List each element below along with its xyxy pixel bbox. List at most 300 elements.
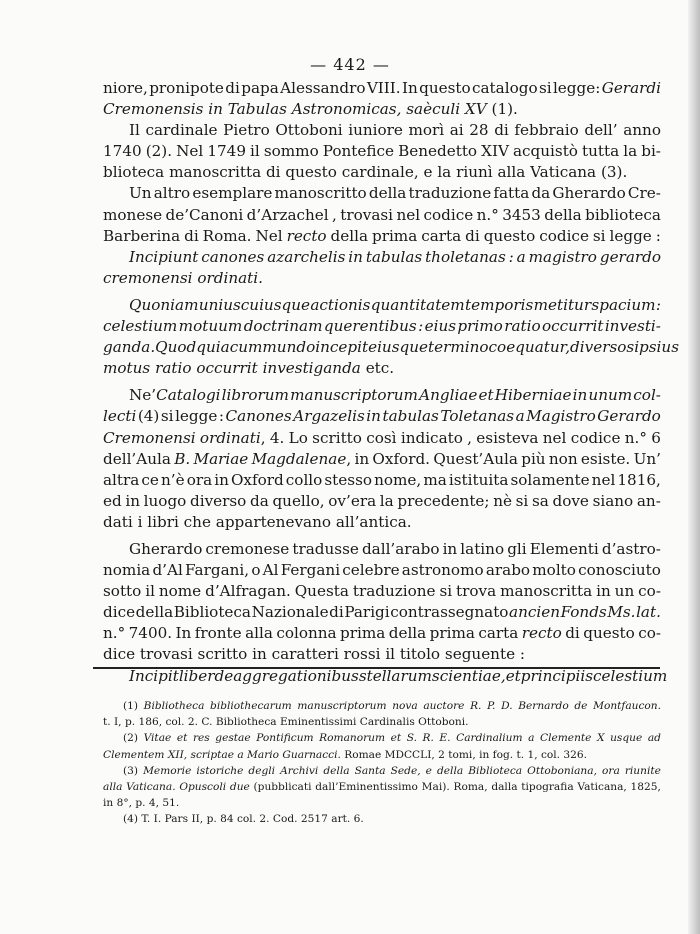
word: dall’Eminentissimo xyxy=(315,780,418,793)
word: anno xyxy=(623,121,661,140)
word: 6 xyxy=(651,428,661,447)
text-line xyxy=(103,183,661,204)
word: Benedetto xyxy=(398,142,478,161)
word: cardinale, xyxy=(341,163,419,182)
word: e xyxy=(425,764,432,777)
word: Roma, xyxy=(453,780,488,793)
word: Biblioteca xyxy=(173,603,251,622)
word: recto xyxy=(521,624,562,643)
word: si xyxy=(538,79,552,97)
word: indicato xyxy=(400,428,463,447)
word: (1). xyxy=(491,100,518,119)
word: libri xyxy=(147,512,179,531)
word: nomia xyxy=(103,561,151,580)
word: n’è xyxy=(161,470,185,489)
word: istoriche xyxy=(196,764,244,777)
word: nome, xyxy=(374,470,422,489)
text-line xyxy=(103,428,661,449)
word: ordinati. xyxy=(197,268,263,287)
word: p. xyxy=(206,813,217,826)
word: occurrit xyxy=(542,317,604,336)
word: Nel xyxy=(255,226,283,245)
word: I. xyxy=(153,813,162,826)
word: istituita xyxy=(448,470,509,489)
word: Mariae xyxy=(193,449,249,468)
word: gestae xyxy=(215,732,251,745)
word: codice xyxy=(539,226,589,245)
text-line xyxy=(103,226,661,247)
word: dalla xyxy=(491,780,518,793)
word: seguente xyxy=(444,645,516,664)
word: traduzione xyxy=(352,582,436,601)
word: esiste. xyxy=(580,449,631,468)
word: magistro xyxy=(528,247,597,266)
word: auctore xyxy=(423,700,465,712)
word: catalogo xyxy=(472,79,538,97)
word: Tabulas xyxy=(227,100,287,119)
word: ganda. xyxy=(103,338,156,357)
word: (3). xyxy=(600,163,628,182)
word: Opuscoli xyxy=(179,780,227,793)
word: diversos xyxy=(570,338,635,357)
word: art. xyxy=(331,813,351,826)
word: de xyxy=(574,700,588,712)
word: n.° xyxy=(103,624,126,643)
word: VIII. xyxy=(366,79,401,97)
word: nel xyxy=(591,470,616,489)
word: legge xyxy=(609,226,652,245)
word: : xyxy=(418,317,424,336)
word: a xyxy=(528,732,535,745)
word: etc. xyxy=(365,359,395,378)
word: , xyxy=(467,428,472,447)
word: eiusque xyxy=(368,338,428,357)
word: quantitatem xyxy=(370,295,465,314)
word: lat. xyxy=(636,603,661,622)
word: di xyxy=(565,624,580,643)
word: Quest’Aula xyxy=(433,449,518,468)
word: di xyxy=(329,603,344,622)
word: Parigi xyxy=(344,603,390,622)
word: : xyxy=(655,295,661,314)
word: nel xyxy=(542,428,567,447)
text-line xyxy=(103,602,661,623)
word: i xyxy=(137,512,143,531)
word: occurrit xyxy=(196,359,258,378)
word: (pubblicati xyxy=(253,780,312,793)
word: lecti xyxy=(103,407,137,426)
word: Cardinalium xyxy=(456,732,523,745)
word: azarchelis xyxy=(267,247,346,266)
word: legge: xyxy=(552,79,601,97)
word: 2517 xyxy=(300,813,328,826)
word: fog. xyxy=(492,748,514,761)
word: Vitae xyxy=(143,732,172,745)
word: fronte xyxy=(194,624,242,643)
word: usque xyxy=(610,732,643,745)
word: Il xyxy=(129,121,140,140)
word: riunì xyxy=(456,163,493,182)
word: Ottoboniana, xyxy=(527,764,597,777)
word: a xyxy=(516,247,526,266)
word: si xyxy=(160,407,174,426)
word: Quoniam xyxy=(129,295,199,314)
word: P. xyxy=(487,700,496,712)
word: blioteca xyxy=(103,163,165,182)
word: nè xyxy=(493,491,512,510)
word: Bibliotheca xyxy=(215,716,277,729)
word: Montfaucon. xyxy=(593,700,661,712)
word: Cod. xyxy=(272,813,298,826)
word: trovasi xyxy=(139,645,193,664)
word: della xyxy=(323,764,350,777)
word: In xyxy=(401,79,418,97)
word: a xyxy=(515,407,525,426)
word: ratio xyxy=(155,359,192,378)
text-line xyxy=(103,337,679,358)
word: Pontificum xyxy=(256,732,314,745)
word: riunite xyxy=(624,764,661,777)
word: C. xyxy=(201,716,213,729)
word: solamente xyxy=(510,470,590,489)
word: tholetanas xyxy=(425,247,506,266)
word: uniuscuiusque xyxy=(198,295,311,314)
word: carta xyxy=(478,624,519,643)
word: d’Al xyxy=(152,561,183,580)
word: Archivi xyxy=(280,764,319,777)
word: sotto xyxy=(103,582,142,601)
main-text xyxy=(103,78,679,687)
word: Pars xyxy=(164,813,189,826)
word: querentibus xyxy=(323,317,417,336)
word: rossi xyxy=(343,645,381,664)
word: Santa xyxy=(354,764,386,777)
word: Ottoboni. xyxy=(418,716,469,729)
word: il xyxy=(385,645,396,664)
word: 7400. xyxy=(128,624,173,643)
word: altro xyxy=(153,184,191,203)
word: Lo xyxy=(288,428,308,447)
text-line xyxy=(103,623,661,644)
word: prima xyxy=(429,624,475,643)
word: Quod xyxy=(155,338,197,357)
word: D. xyxy=(501,700,513,712)
word: ai xyxy=(449,121,464,140)
word: motus xyxy=(103,359,151,378)
word: caratteri xyxy=(271,645,339,664)
word: XII, xyxy=(167,748,188,761)
word: col. xyxy=(165,716,185,729)
word: termino xyxy=(428,338,489,357)
word: ipsius xyxy=(634,338,679,357)
word: gerardo xyxy=(599,247,661,266)
word: bi- xyxy=(641,142,661,161)
word: Cre- xyxy=(627,184,661,203)
word: in xyxy=(366,407,381,426)
word: d’Alfragan. xyxy=(205,582,291,601)
word: due xyxy=(229,780,250,793)
word: canones xyxy=(201,247,265,266)
word: cremonensi xyxy=(103,268,193,287)
word: e xyxy=(423,163,433,182)
word: n.° xyxy=(476,205,499,224)
word: tabulas xyxy=(365,247,423,266)
word: 2 xyxy=(438,748,445,761)
word: nome xyxy=(158,582,202,601)
word: (4) xyxy=(123,813,139,826)
word: 186, xyxy=(138,716,163,729)
word: cardinale xyxy=(145,121,218,140)
word: così xyxy=(366,428,397,447)
word: nova xyxy=(392,700,418,712)
word: alla xyxy=(103,780,123,793)
word: doctrinam xyxy=(243,317,323,336)
word: alla xyxy=(497,163,526,182)
text-line xyxy=(103,205,661,226)
word: a xyxy=(237,748,244,761)
word: tabulas xyxy=(382,407,439,426)
word: 1, xyxy=(527,748,538,761)
text-line xyxy=(103,268,661,289)
word: Fonds xyxy=(560,603,607,622)
word: Mai). xyxy=(421,780,450,793)
word: dati xyxy=(103,512,133,531)
word: stesso xyxy=(324,470,373,489)
word: cum xyxy=(229,338,263,357)
text-line xyxy=(103,406,661,427)
word: in xyxy=(125,491,141,510)
word: scriptae xyxy=(190,748,234,761)
word: Memorie xyxy=(143,764,192,777)
word: t. xyxy=(103,716,111,729)
word: la xyxy=(437,163,452,182)
word: (3) xyxy=(123,764,139,777)
word: Barberina xyxy=(103,226,181,245)
word: Incipiunt xyxy=(129,247,199,266)
word: temporis xyxy=(465,295,534,314)
word: colonna xyxy=(276,624,337,643)
page-edge-shadow xyxy=(688,0,700,934)
word: an- xyxy=(636,491,661,510)
word: altra xyxy=(103,470,140,489)
word: spacium xyxy=(591,295,656,314)
word: et xyxy=(390,732,402,745)
word: si xyxy=(592,226,606,245)
word: manoscritta xyxy=(169,163,262,182)
word: B. xyxy=(174,449,191,468)
word: col. xyxy=(540,748,561,761)
word: MDCCLI, xyxy=(384,748,435,761)
word: investiganda xyxy=(262,359,361,378)
word: in xyxy=(479,748,490,761)
word: Romae xyxy=(344,748,382,761)
text-line xyxy=(103,491,661,512)
word: manoscritta xyxy=(500,582,593,601)
word: tomi, xyxy=(448,748,476,761)
word: Magistro xyxy=(526,407,596,426)
word: : xyxy=(218,407,225,426)
word: ov’era xyxy=(328,491,377,510)
word: bibliothecarum xyxy=(210,700,292,712)
word: manuscriptorum xyxy=(290,386,418,405)
word: della xyxy=(544,205,582,224)
word: 51. xyxy=(162,797,180,810)
word: dice xyxy=(103,603,136,622)
word: unum xyxy=(588,386,633,405)
word: Angliae xyxy=(419,386,478,405)
word: della xyxy=(330,226,369,245)
word: Mario xyxy=(247,748,280,761)
word: manuscriptorum xyxy=(297,700,387,712)
word: in xyxy=(348,247,363,266)
footnote-line xyxy=(103,698,661,714)
word: 1825, xyxy=(630,780,661,793)
word: XIV xyxy=(481,142,509,161)
word: Vaticana, xyxy=(577,780,627,793)
word: scritto xyxy=(197,645,248,664)
word: astronomo xyxy=(401,561,484,580)
word: X xyxy=(597,732,605,745)
word: Un’ xyxy=(633,449,661,468)
word: Fergani xyxy=(280,561,341,580)
text-line xyxy=(103,358,661,379)
word: nel xyxy=(396,205,421,224)
word: (4) xyxy=(137,407,160,426)
word: 1816, xyxy=(617,470,661,489)
word: celestium xyxy=(103,317,178,336)
word: Guarnacci. xyxy=(282,748,341,761)
word: all’antica. xyxy=(335,512,412,531)
footnote-line xyxy=(103,779,661,795)
word: 326. xyxy=(563,748,588,761)
word: investi- xyxy=(604,317,661,336)
word: E. xyxy=(439,732,451,745)
word: recto xyxy=(286,226,327,245)
word: in xyxy=(442,539,458,558)
word: Oxford. xyxy=(372,449,431,468)
word: Cremonensi xyxy=(103,428,196,447)
word: quello, xyxy=(272,491,325,510)
word: Bibliotheca xyxy=(143,700,205,712)
text-line xyxy=(103,539,661,560)
word: papa xyxy=(241,79,279,97)
word: et xyxy=(505,666,521,685)
word: prima xyxy=(371,226,418,245)
word: Ottoboni xyxy=(275,121,343,140)
word: di xyxy=(494,121,509,140)
word: coequatur, xyxy=(488,338,571,357)
word: la xyxy=(379,491,394,510)
word: ora xyxy=(602,764,620,777)
word: in xyxy=(252,645,267,664)
word: In xyxy=(175,624,192,643)
word: sommo xyxy=(263,142,319,161)
text-line xyxy=(103,316,661,337)
word: , xyxy=(332,205,337,224)
word: della xyxy=(388,624,427,643)
word: Argazelis xyxy=(293,407,365,426)
text-line xyxy=(103,99,661,120)
word: d’Arzachel xyxy=(246,205,329,224)
word: della xyxy=(368,184,407,203)
word: : xyxy=(655,226,661,245)
word: motuum xyxy=(178,317,243,336)
word: precedente; xyxy=(397,491,490,510)
word: trova xyxy=(456,582,497,601)
word: da xyxy=(531,184,551,203)
word: tutta xyxy=(582,142,620,161)
word: 28 xyxy=(469,121,489,140)
word: ed xyxy=(103,491,122,510)
text-line xyxy=(103,512,661,533)
word: fatta xyxy=(493,184,530,203)
word: appartenevano xyxy=(215,512,331,531)
word: diverso xyxy=(189,491,247,510)
page-number: — 442 — xyxy=(310,55,390,74)
text-line xyxy=(103,141,661,162)
word: 84 xyxy=(220,813,234,826)
word: p. xyxy=(135,797,146,810)
footnote-line xyxy=(103,730,661,746)
word: che xyxy=(183,512,211,531)
footnote-line xyxy=(103,795,661,811)
word: esisteva xyxy=(476,428,539,447)
word: Ms. xyxy=(607,603,636,622)
word: II, xyxy=(191,813,204,826)
word: in xyxy=(572,386,588,405)
word: traduzione xyxy=(408,184,492,203)
word: un xyxy=(614,582,635,601)
word: in xyxy=(596,582,611,601)
word: il xyxy=(250,142,260,161)
word: questo xyxy=(285,163,337,182)
word: Questa xyxy=(294,582,349,601)
word: Gerardi xyxy=(601,79,661,97)
word: (2) xyxy=(123,732,139,745)
footnote-line xyxy=(103,811,661,827)
word: col. xyxy=(236,813,257,826)
text-line xyxy=(103,560,661,581)
word: Eminentissimi xyxy=(279,716,357,729)
word: eius xyxy=(424,317,457,336)
word: quia xyxy=(196,338,230,357)
word: saèculi xyxy=(406,100,461,119)
word: Al xyxy=(262,561,279,580)
word: Magdalenae, xyxy=(251,449,352,468)
word: : xyxy=(519,645,526,664)
text-line xyxy=(103,295,661,316)
word: Fargani, xyxy=(185,561,250,580)
word: cremonese xyxy=(205,539,290,558)
word: di xyxy=(225,79,240,97)
word: della xyxy=(437,764,464,777)
word: scritto xyxy=(312,428,362,447)
word: Cremonensis xyxy=(103,100,204,119)
word: ma xyxy=(423,470,447,489)
word: Gerardo xyxy=(597,407,661,426)
word: Canones xyxy=(225,407,292,426)
word: della xyxy=(135,603,174,622)
word: degli xyxy=(248,764,276,777)
word: si xyxy=(439,582,453,601)
text-line xyxy=(103,78,661,99)
word: et xyxy=(478,386,494,405)
word: Biblioteca xyxy=(468,764,523,777)
word: (2). xyxy=(145,142,173,161)
text-line xyxy=(103,247,661,268)
word: ora xyxy=(186,470,213,489)
word: ratio xyxy=(504,317,541,336)
